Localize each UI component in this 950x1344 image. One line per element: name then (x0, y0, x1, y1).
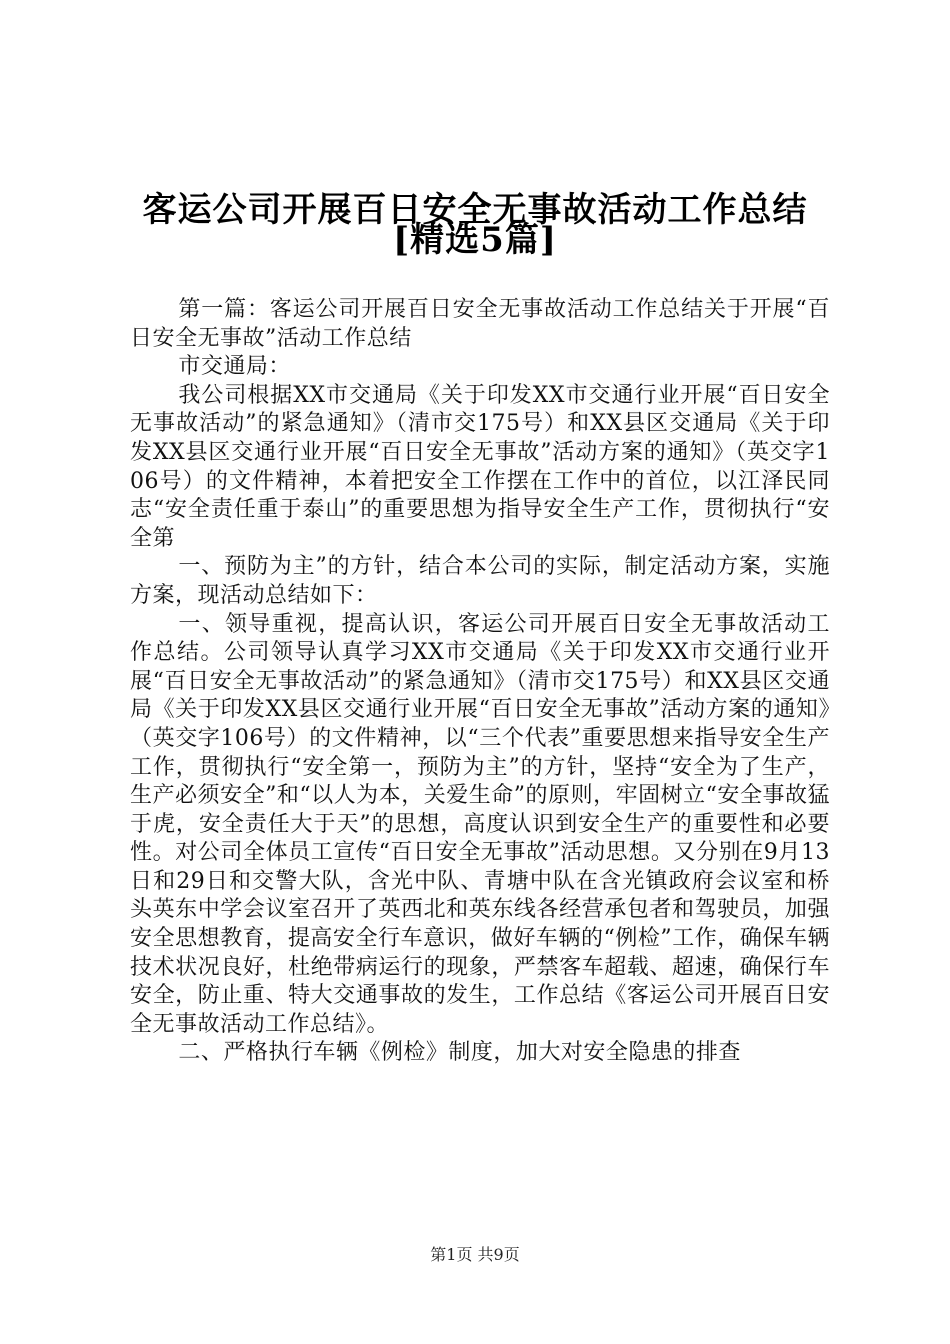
paragraph-heading: 第一篇：客运公司开展百日安全无事故活动工作总结关于开展“百日安全无事故”活动工作总结 (130, 297, 830, 351)
document-body (130, 296, 830, 1068)
page-footer: 第1页 共9页 (430, 1245, 520, 1264)
paragraph-principle: 一、预防为主”的方针，结合本公司的实际，制定活动方案，实施方案，现活动总结如下： (130, 554, 830, 608)
document-title: 客运公司开展百日安全无事故活动工作总结 (142, 190, 808, 230)
paragraph-addressee: 市交通局： (178, 354, 291, 380)
paragraph-section-two: 二、严格执行车辆《例检》制度，加大对安全隐患的排查 (178, 1040, 741, 1066)
paragraph-intro: 我公司根据XX市交通局《关于印发XX市交通行业开展“百日安全无事故活动”的紧急通知》（清市交175号）和XX县区交通局《关于印发XX县区交通行业开展“百日安全无事故”活动方案的通知》（英交字106号）的文件精神，本着把安全工作摆在工作中的首位，以江泽民同志“安全责任重于泰山”的重要思想为指导安全生产工作，贯彻执行“安全第 (130, 382, 830, 551)
document-subtitle: [精选5篇] (393, 220, 557, 260)
paragraph-section-one: 一、领导重视，提高认识，客运公司开展百日安全无事故活动工作总结。公司领导认真学习XX市交通局《关于印发XX市交通行业开展“百日安全无事故活动”的紧急通知》（清市交175号）和XX县区交通局《关于印发XX县区交通行业开展“百日安全无事故”活动方案的通知》（英交字106号）的文件精神，以“三个代表”重要思想来指导安全生产工作，贯彻执行“安全第一，预防为主”的方针，坚持“安全为了生产，生产必须安全”和“以人为本，关爱生命”的原则，牢固树立“安全事故猛于虎，安全责任大于天”的思想，高度认识到安全生产的重要性和必要性。对公司全体员工宣传“百日安全无事故”活动思想。又分别在9月13日和29日和交警大队，含光中队、青塘中队在含光镇政府会议室和桥头英东中学会议室召开了英西北和英东线各经营承包者和驾驶员，加强安全思想教育，提高安全行车意识，做好车辆的“例检”工作，确保车辆技术状况良好，杜绝带病运行的现象，严禁客车超载、超速，确保行车安全，防止重、特大交通事故的发生，工作总结《客运公司开展百日安全无事故活动工作总结》。 (130, 611, 830, 1037)
